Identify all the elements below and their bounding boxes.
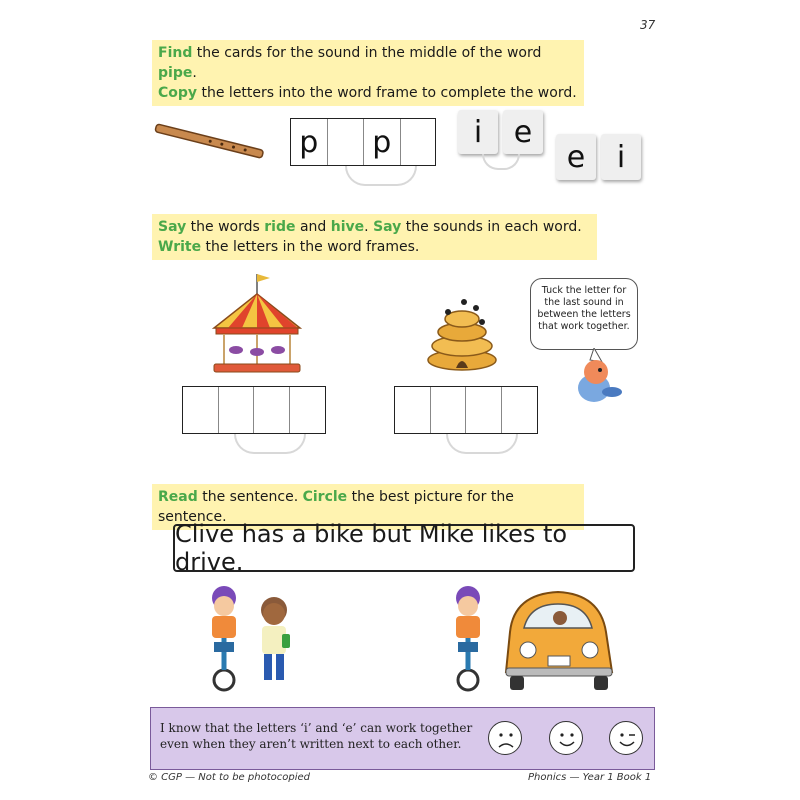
carousel-picture (208, 270, 306, 378)
kw-read: Read (158, 489, 198, 505)
footer-book-title: Phonics — Year 1 Book 1 (528, 772, 652, 783)
letter-card[interactable]: e (503, 110, 543, 154)
frame-cell[interactable] (431, 387, 467, 433)
task2-instructions: Say the words ride and hive. Say the sounds in each word. Write the letters in the word frames. (152, 214, 597, 260)
frame-cell[interactable]: p (364, 119, 401, 165)
letter-card[interactable]: i (458, 110, 498, 154)
kw-circle: Circle (302, 489, 348, 505)
task3-instructions: Read the sentence. Circle the best picture for the sentence. (152, 484, 584, 530)
letter-card[interactable]: i (601, 134, 641, 180)
frame-cell[interactable] (328, 119, 365, 165)
frame-cell[interactable] (466, 387, 502, 433)
frame-cell[interactable] (502, 387, 537, 433)
footer-copyright: © CGP — Not to be photocopied (148, 772, 310, 783)
boy-on-bike-with-car-picture[interactable] (440, 584, 620, 694)
tuck-loop (234, 434, 306, 454)
frame-cell[interactable] (290, 387, 325, 433)
hive-word-frame[interactable] (394, 386, 538, 434)
pipe-picture (150, 122, 268, 162)
frame-cell[interactable] (395, 387, 431, 433)
beehive-picture (424, 292, 500, 372)
wink-face-icon[interactable] (609, 721, 643, 755)
hint-speech-bubble: Tuck the letter for the last sound in between the letters that work together. (530, 278, 638, 350)
letter-card[interactable]: e (556, 134, 596, 180)
bird-mascot-icon (574, 348, 626, 410)
frame-cell[interactable] (254, 387, 290, 433)
kw-copy: Copy (158, 85, 198, 101)
ride-word-frame[interactable] (182, 386, 326, 434)
tuck-loop (482, 154, 520, 170)
pipe-word-frame[interactable] (290, 118, 436, 166)
self-check-text: I know that the letters ‘i’ and ‘e’ can work together even when they aren’t written next to each other. (160, 721, 473, 751)
kw-say: Say (158, 219, 187, 235)
sad-face-icon[interactable] (488, 721, 522, 755)
task1-instructions: Find the cards for the sound in the middle of the word pipe. Copy the letters into the word frame to complete the word. (152, 40, 584, 106)
frame-cell[interactable]: p (291, 119, 328, 165)
kw-find: Find (158, 45, 193, 61)
happy-face-icon[interactable] (549, 721, 583, 755)
tuck-loop (446, 434, 518, 454)
frame-cell[interactable] (219, 387, 255, 433)
boy-on-bike-with-friend-picture[interactable] (196, 584, 306, 694)
tuck-loop (345, 166, 417, 186)
sentence-box: Clive has a bike but Mike likes to drive. (173, 524, 635, 572)
frame-cell[interactable] (183, 387, 219, 433)
page-number: 37 (640, 18, 656, 32)
frame-cell[interactable] (401, 119, 436, 165)
kw-write: Write (158, 239, 202, 255)
